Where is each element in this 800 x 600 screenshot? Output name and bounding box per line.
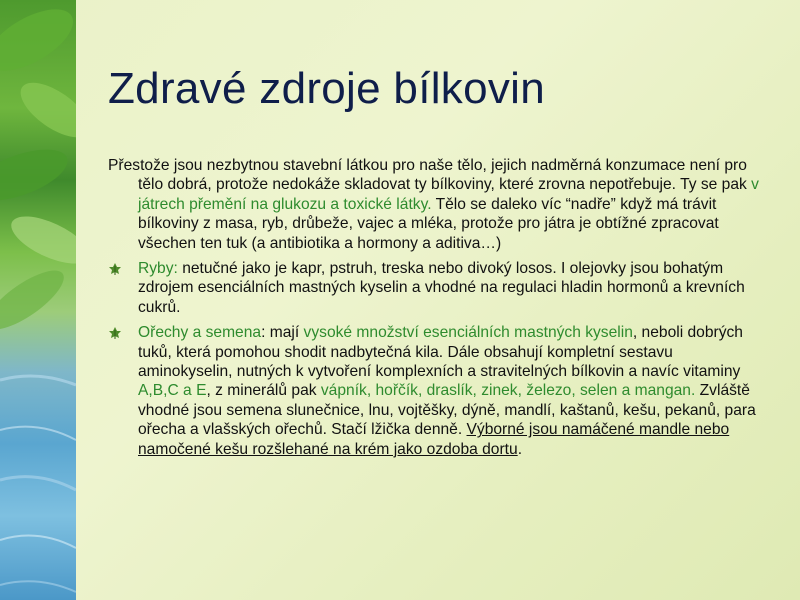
fish-label: Ryby: <box>138 260 178 278</box>
nuts-label: Ořechy a semena <box>138 324 262 342</box>
nuts-text-1: : mají <box>261 324 304 342</box>
slide-title: Zdravé zdroje bílkovin <box>108 64 546 113</box>
nuts-text-2: , neboli dobrých tuků, která pomohou shodit nadbytečná kila. Dále obsahují kompletní sestavu aminokyselin, nutných k vytvoření komplexních a stravitelných bílkovin a navíc vitaminy <box>138 324 743 381</box>
intro-text-1: Přestože jsou nezbytnou stavební látkou pro naše tělo, jejich nadměrná konzumace není pro tělo dobrá, protože nedokáže skladovat ty bílkoviny, které zrovna nepotřebuje. Ty se pak <box>108 157 752 194</box>
nuts-text-3: , z minerálů pak <box>206 382 321 400</box>
intro-text-2: Tělo se daleko víc “nadře” když má trávit bílkoviny z masa, ryb, drůbeže, vajec a mléka, protože pro játra je obtížné zpracovat všechen ten tuk (a antibiotika a hormony a aditiva…) <box>138 195 719 252</box>
list-item-fish <box>108 259 768 317</box>
decorative-leaves-graphic <box>0 0 76 600</box>
slide-content <box>108 156 768 465</box>
nuts-text-4: Zvláště vhodné jsou semena slunečnice, lnu, vojtěšky, dýně, mandlí, kaštanů, kešu, pekanů, para ořecha a vlašských ořechů. Stačí lžička denně. <box>138 382 756 439</box>
nuts-highlight-vitamins: A,B,C a E <box>138 382 207 400</box>
intro-paragraph <box>108 156 768 253</box>
nuts-highlight-fatty-acids: vysoké množství esenciálních mastných kyselin <box>303 324 633 342</box>
nuts-highlight-minerals: vápník, hořčík, draslík, zinek, železo, selen a mangan. <box>320 382 696 400</box>
nuts-text-5: . <box>517 440 523 458</box>
leaves-and-water-image <box>0 0 76 600</box>
leaf-bullet-icon <box>108 326 122 340</box>
intro-highlight: v játrech přemění na glukozu a toxické látky. <box>138 176 759 213</box>
fish-text: netučné jako je kapr, pstruh, treska nebo divoký losos. I olejovky jsou bohatým zdrojem esenciálních mastných kyselin a vhodné na regulaci hladin hormonů a krevních cukrů. <box>138 260 745 316</box>
nuts-underlined-tip: Výborné jsou namáčené mandle nebo namočené kešu rozšlehané na krém jako ozdoba dortu <box>138 421 730 458</box>
list-item-nuts <box>108 323 768 459</box>
leaf-bullet-icon <box>108 262 122 276</box>
